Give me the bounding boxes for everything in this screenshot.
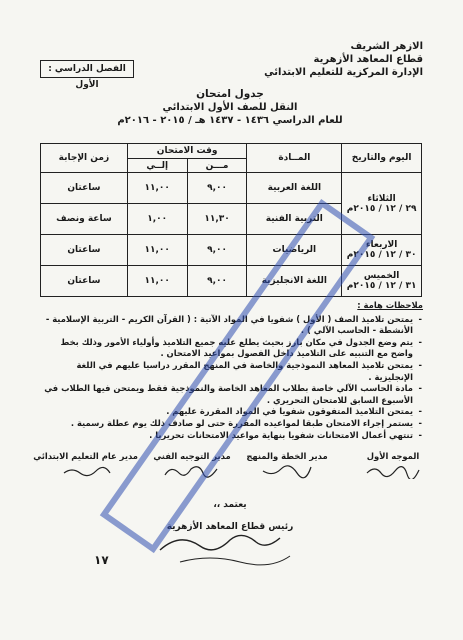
signature-first-supervisor: الموجه الأول bbox=[358, 451, 428, 479]
from-cell: ١١,٣٠ bbox=[187, 204, 247, 235]
header-line-3: الإدارة المركزية للتعليم الابتدائي bbox=[264, 67, 423, 78]
list-item: - تنتهي أعمال الامتحانات شفويا بنهاية مواعيد الامتحانات تحريريا . bbox=[38, 430, 413, 442]
notes-title: ملاحظات هامة : bbox=[357, 300, 423, 310]
signature-row bbox=[33, 451, 428, 491]
list-item: - يمتحن تلاميذ المعاهد النموذجية والخاصة في المنهج المقرر دراسيا عليهم في اللغة الإنجليزية . bbox=[38, 360, 413, 383]
answer-cell: ساعتان bbox=[41, 266, 128, 297]
notes-section bbox=[38, 300, 423, 441]
to-cell: ١١,٠٠ bbox=[127, 266, 187, 297]
doc-subtitle: النقل للصف الأول الابتدائي bbox=[162, 102, 298, 113]
signature-general-director: مدير عام التعليم الابتدائي bbox=[38, 451, 138, 479]
approval-signature bbox=[150, 528, 300, 568]
approval-label: يعتمد ،، bbox=[213, 500, 247, 510]
institution-header bbox=[264, 40, 423, 79]
list-item: - يتم وضع الجدول في مكان بارز بحيث يطلع عليه جميع التلاميذ وأولياء الأمور وذلك بخط واضح مع التنبيه على التلاميذ داخل الفصول بمواعيد الامتحان . bbox=[38, 337, 413, 360]
table-row bbox=[41, 266, 422, 297]
doc-title: جدول امتحان bbox=[196, 88, 264, 100]
signature-scribble bbox=[58, 463, 118, 479]
stamp-number: ١٧ bbox=[94, 553, 109, 567]
header-exam-time: وقت الامتحان bbox=[127, 144, 247, 159]
from-cell: ٩,٠٠ bbox=[187, 235, 247, 266]
doc-year: للعام الدراسي ١٤٣٦ - ١٤٣٧ هـ / ٢٠١٥ - ٢٠١٦م bbox=[117, 115, 343, 126]
subject-cell: التربية الفنية bbox=[247, 204, 342, 235]
signature-scribble bbox=[161, 463, 223, 481]
to-cell: ١,٠٠ bbox=[127, 204, 187, 235]
exam-schedule-table bbox=[40, 143, 422, 297]
subject-cell: الرياضيات bbox=[247, 235, 342, 266]
to-cell: ١١,٠٠ bbox=[127, 235, 187, 266]
answer-cell: ساعتان bbox=[41, 173, 128, 204]
header-from: مـــن bbox=[187, 159, 247, 173]
header-subject: المــادة bbox=[247, 144, 342, 173]
from-cell: ٩,٠٠ bbox=[187, 266, 247, 297]
subject-cell: اللغة العربية bbox=[247, 173, 342, 204]
to-cell: ١١,٠٠ bbox=[127, 173, 187, 204]
header-line-2: قطاع المعاهد الأزهرية bbox=[313, 54, 423, 65]
header-line-1: الازهر الشريف bbox=[350, 41, 423, 52]
approval-title: رئيس قطاع المعاهد الأزهرية bbox=[166, 522, 294, 532]
signature-scribble bbox=[363, 463, 423, 479]
list-item: - يمتحن تلاميذ الصف ( الأول ) شفويا في المواد الآتية : ( القرآن الكريم - التربية الإسلامية - الأنشطة - الحاسب الآلي ) . bbox=[38, 314, 413, 337]
list-item: - يستمر إجراء الامتحان طبقا لمواعيده المقررة حتى لو صادف ذلك يوم عطلة رسمية . bbox=[38, 418, 413, 430]
answer-cell: ساعة ونصف bbox=[41, 204, 128, 235]
list-item: - مادة الحاسب الآلي خاصة بطلاب المعاهد الخاصة والنموذجية فقط ويمتحن فيها الطلاب في الأسبوع السابق للامتحان التحريري . bbox=[38, 383, 413, 406]
answer-cell: ساعتان bbox=[41, 235, 128, 266]
header-to: إلــي bbox=[127, 159, 187, 173]
header-answer-time: زمن الإجابة bbox=[41, 144, 128, 173]
list-item: - يمتحن التلاميذ المتفوقون شفويا في المواد المقررة عليهم . bbox=[38, 406, 413, 418]
from-cell: ٩,٠٠ bbox=[187, 173, 247, 204]
subject-cell: اللغة الانجليزية bbox=[247, 266, 342, 297]
signature-scribble bbox=[257, 463, 317, 479]
table-row bbox=[41, 173, 422, 204]
signature-plan-director: مدير الخطة والمنهج bbox=[242, 451, 332, 479]
day-date-cell: الثلاثاء ٢٩ / ١٢ / ٢٠١٥م bbox=[342, 173, 422, 235]
notes-list bbox=[38, 314, 423, 442]
header-day-date: اليوم والتاريخ bbox=[342, 144, 422, 173]
signature-guidance-director: مدير التوجيه الفني bbox=[152, 451, 232, 481]
day-date-cell: الخميس ٣١ / ١٢ / ٢٠١٥م bbox=[342, 266, 422, 297]
day-date-cell: الاربعاء ٣٠ / ١٢ / ٢٠١٥م bbox=[342, 235, 422, 266]
table-row bbox=[41, 235, 422, 266]
term-box: الفصل الدراسي : الأول bbox=[40, 60, 134, 78]
